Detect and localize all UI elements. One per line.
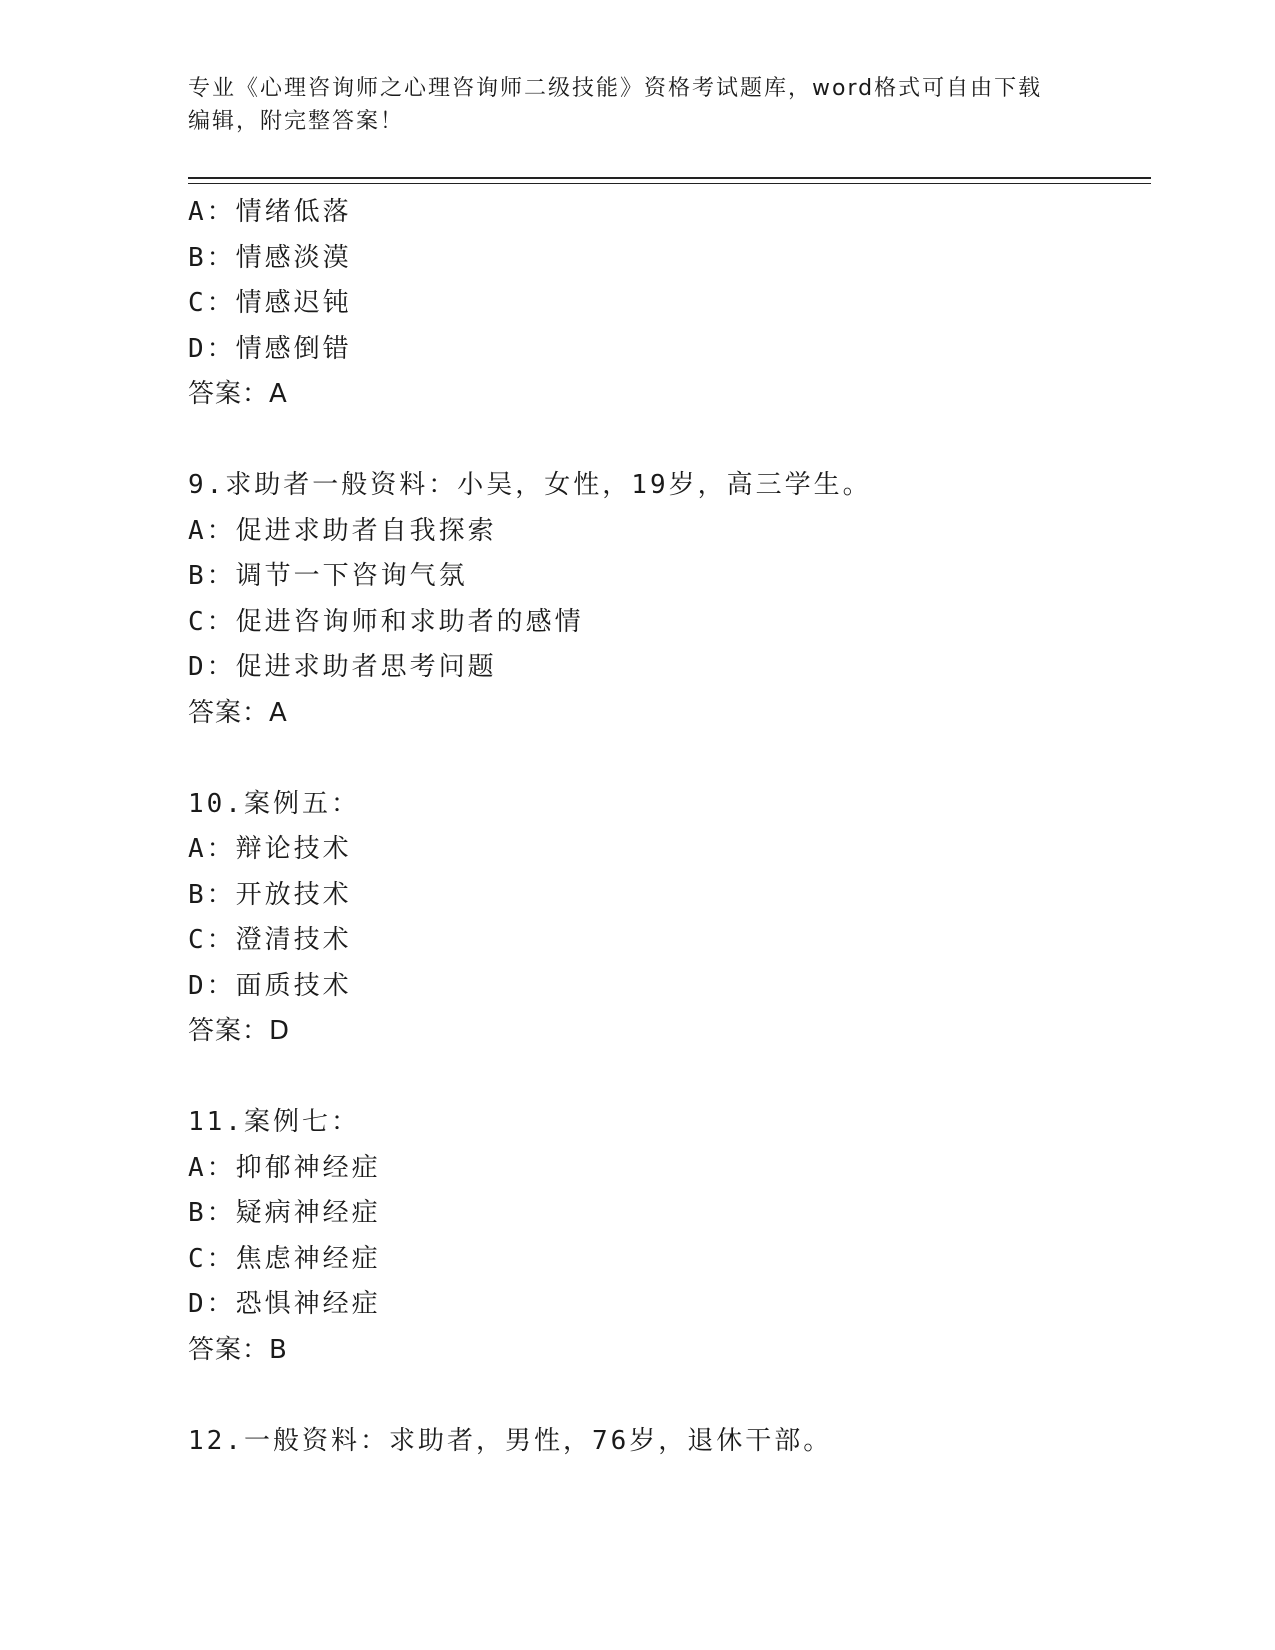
option-d: D：面质技术 <box>188 970 352 1001</box>
question-list <box>188 190 1148 1464</box>
option-b: B：疑病神经症 <box>188 1198 381 1228</box>
answer-line: 答案：B <box>188 1334 288 1365</box>
option-a: A：抑郁神经症 <box>188 1152 381 1183</box>
question-stem: 12.一般资料：求助者，男性，76岁，退休干部。 <box>188 1425 833 1456</box>
option-b: B：调节一下咨询气氛 <box>188 561 468 591</box>
question-block-prev <box>188 190 1148 418</box>
question-block-10 <box>188 782 1148 1055</box>
question-block-9 <box>188 463 1148 736</box>
header-line-2: 编辑，附完整答案！ <box>188 109 405 134</box>
header-line-1: 专业《心理咨询师之心理咨询师二级技能》资格考试题库，word格式可自由下载 <box>188 76 1043 101</box>
answer-line: 答案：A <box>188 697 288 728</box>
option-a: A：促进求助者自我探索 <box>188 515 497 546</box>
question-block-11 <box>188 1100 1148 1373</box>
header-divider-thin <box>188 183 1151 184</box>
option-b: B：情感淡漠 <box>188 242 352 273</box>
option-c: C：情感迟钝 <box>188 288 352 318</box>
option-d: D：情感倒错 <box>188 333 352 364</box>
option-b: B：开放技术 <box>188 879 352 910</box>
option-c: C：澄清技术 <box>188 925 352 955</box>
option-c: C：焦虑神经症 <box>188 1243 381 1274</box>
question-block-12 <box>188 1419 1148 1465</box>
question-stem: 10.案例五： <box>188 788 360 819</box>
question-stem: 9.求助者一般资料：小吴，女性，19岁，高三学生。 <box>188 470 872 500</box>
answer-line: 答案：A <box>188 379 288 409</box>
option-a: A：辩论技术 <box>188 834 352 864</box>
option-c: C：促进咨询师和求助者的感情 <box>188 606 584 637</box>
question-stem: 11.案例七： <box>188 1107 360 1137</box>
option-a: A：情绪低落 <box>188 197 352 227</box>
answer-line: 答案：D <box>188 1016 291 1046</box>
document-header <box>188 72 1068 138</box>
header-divider-thick <box>188 177 1151 179</box>
option-d: D：促进求助者思考问题 <box>188 652 497 682</box>
option-d: D：恐惧神经症 <box>188 1289 381 1319</box>
